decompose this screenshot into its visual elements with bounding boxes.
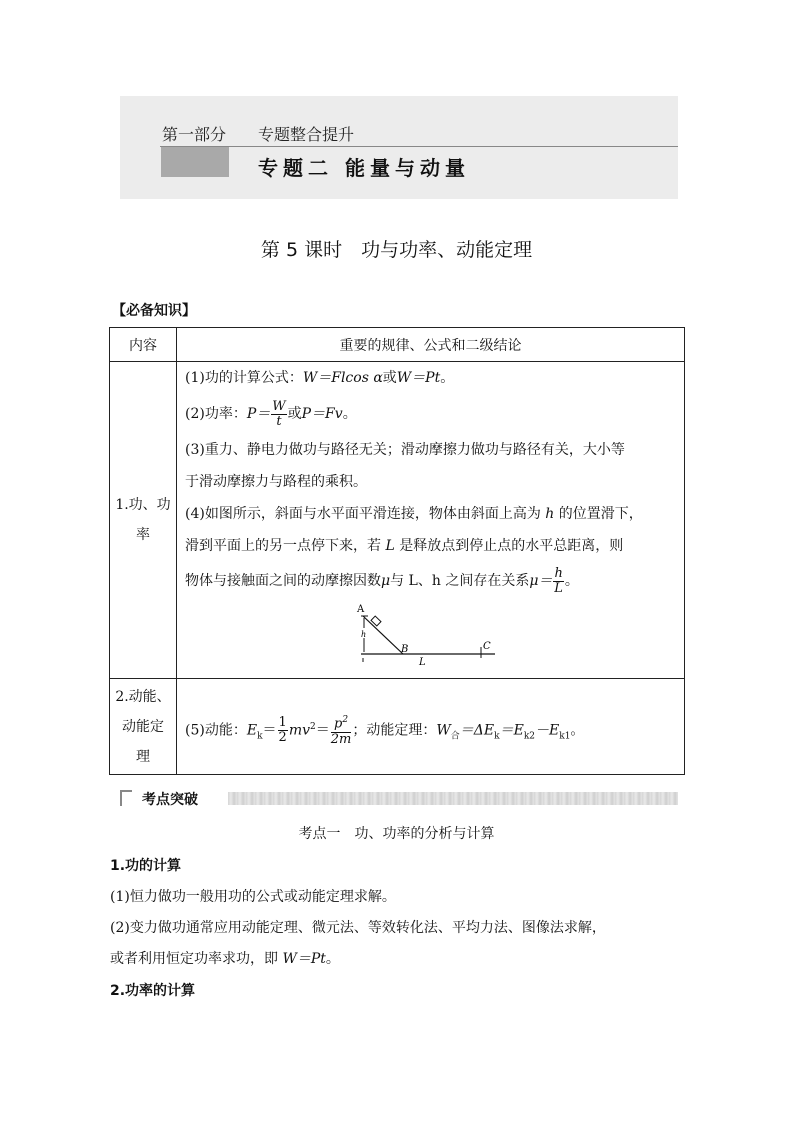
formula: P＝ <box>246 406 271 422</box>
row-head-line: 2.动能、 <box>115 688 171 705</box>
fraction-p <box>331 713 352 746</box>
banner-subtitle: 专题整合提升 <box>258 125 355 144</box>
row-head-line: 动能定 <box>122 718 164 735</box>
variable: L <box>385 538 395 554</box>
subscript: 合 <box>450 730 460 741</box>
rule-3b: 于滑动摩擦力与路程的乘积。 <box>185 474 367 490</box>
subscript: k2 <box>523 730 535 741</box>
kaodian-strip <box>118 789 678 807</box>
banner-block <box>161 147 229 177</box>
row-head-line: 理 <box>136 748 150 765</box>
knowledge-table <box>109 327 685 775</box>
fraction-half <box>278 716 288 745</box>
numerator: 1 <box>278 714 287 730</box>
text: (4)如图所示，斜面与水平面平滑连接，物体由斜面上高为 <box>185 506 546 522</box>
text: (5)动能： <box>185 722 247 739</box>
label-b: B <box>401 644 409 655</box>
row-head-work-power <box>110 362 177 679</box>
variable: mv <box>288 722 311 739</box>
numerator: W <box>272 398 286 414</box>
label-l: L <box>419 657 426 668</box>
denominator: t <box>276 413 282 429</box>
denominator: 2 <box>278 729 287 745</box>
rule-4a <box>185 498 678 530</box>
paragraph-1: (1)恒力做功一般用功的公式或动能定理求解。 <box>110 889 396 905</box>
banner-rule <box>160 146 678 147</box>
lesson-title: 第 5 课时 功与功率、动能定理 <box>260 239 533 261</box>
formula: ＝ΔE <box>459 722 495 739</box>
text: 。 <box>325 951 340 967</box>
incline-figure <box>185 600 678 678</box>
text: ＝ <box>315 722 330 739</box>
formula: －E <box>535 722 560 739</box>
section-subtitle: 考点一 功、功率的分析与计算 <box>298 826 495 842</box>
numerator-var: p <box>334 716 343 732</box>
text: 与 L、h 之间存在关系 <box>390 573 530 589</box>
numerator <box>331 713 352 732</box>
table-row <box>110 362 685 679</box>
subscript: k <box>494 730 500 741</box>
row-head-kinetic <box>110 679 177 775</box>
text: 或 <box>287 406 302 422</box>
rule-3a: (3)重力、静电力做功与路径无关；滑动摩擦力做功与路径有关，大小等 <box>185 442 625 458</box>
formula: W＝Pt <box>282 951 326 967</box>
paragraph-2: (2)变力做功通常应用动能定理、微元法、等效转化法、平均力法、图像法求解， <box>110 920 606 936</box>
row-content-kinetic <box>177 679 685 775</box>
row-content-work-power <box>177 362 685 679</box>
variable: W <box>436 722 451 739</box>
kaodian-bar <box>228 792 678 805</box>
text: (2)功率： <box>185 406 247 422</box>
row-head-line: 1.功、功 <box>115 497 171 513</box>
knowledge-label: 【必备知识】 <box>112 303 196 319</box>
text: (1)功的计算公式： <box>185 370 303 386</box>
superscript: 2 <box>310 721 316 732</box>
text: 。 <box>570 722 585 739</box>
variable: h <box>545 506 555 522</box>
row-head-line: 率 <box>136 527 150 543</box>
formula: P＝Fv <box>301 406 343 422</box>
label-c: C <box>483 641 491 652</box>
subscript: k <box>257 730 263 741</box>
incline-diagram <box>355 602 505 668</box>
formula: W＝Pt <box>396 370 441 386</box>
table-header-row <box>110 328 685 362</box>
incline-line <box>363 616 403 654</box>
formula: μ＝ <box>529 573 553 589</box>
text: 滑到平面上的另一点停下来，若 <box>185 538 386 554</box>
text: 的位置滑下， <box>554 506 643 522</box>
header-content: 内容 <box>110 328 177 362</box>
banner-part: 第一部分 <box>162 125 227 144</box>
superscript: 2 <box>342 715 349 726</box>
text: 。 <box>440 370 455 386</box>
corner-bracket-icon <box>120 790 132 806</box>
rule-4b <box>185 530 678 562</box>
variable: μ <box>381 573 391 589</box>
rule-2 <box>185 394 678 434</box>
text: 或者利用恒定功率求功，即 <box>110 951 283 967</box>
numerator: h <box>554 565 563 581</box>
text: 是释放点到停止点的水平总距离，则 <box>394 538 624 554</box>
rule-1 <box>185 362 678 394</box>
denominator: L <box>554 580 563 596</box>
rule-5 <box>185 705 678 749</box>
header-rules: 重要的规律、公式和二级结论 <box>177 328 685 362</box>
banner-title: 专题二 能量与动量 <box>258 156 470 180</box>
denominator: 2m <box>330 731 352 747</box>
heading-power-calc: 2.功率的计算 <box>110 983 196 999</box>
table-row <box>110 679 685 775</box>
chapter-banner <box>120 96 678 199</box>
fraction <box>553 567 563 596</box>
text: 。 <box>342 406 357 422</box>
text: 或 <box>382 370 397 386</box>
kaodian-label: 考点突破 <box>142 792 198 808</box>
formula: ＝E <box>499 722 524 739</box>
rule-4c <box>185 562 678 600</box>
text: 。 <box>564 573 579 589</box>
subscript: k1 <box>559 730 571 741</box>
text: ；动能定理： <box>352 722 437 739</box>
text: 物体与接触面之间的动摩擦因数 <box>185 573 381 589</box>
label-a: A <box>357 604 365 615</box>
text: ＝ <box>262 722 277 739</box>
formula: W＝Flcos α <box>302 370 383 386</box>
heading-work-calc: 1.功的计算 <box>110 858 182 874</box>
fraction <box>271 400 286 429</box>
label-h: h <box>361 630 367 639</box>
variable: E <box>246 722 258 739</box>
paragraph-3 <box>110 948 340 968</box>
